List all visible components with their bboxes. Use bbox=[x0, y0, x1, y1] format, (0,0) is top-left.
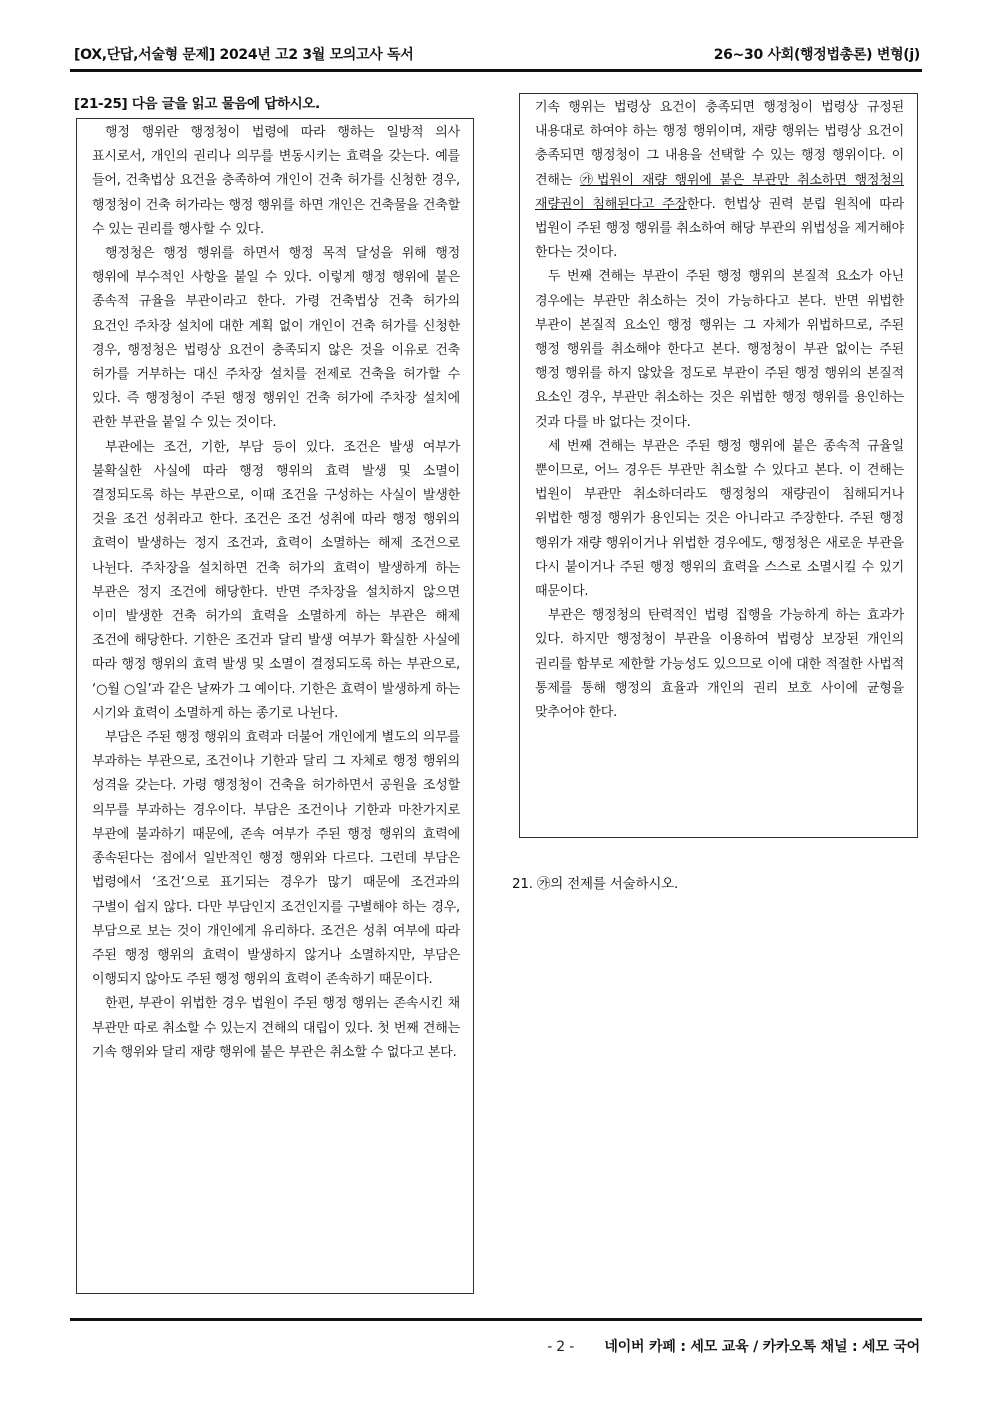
header-section: 26~30 사회(행정법총론) 변형(j) bbox=[713, 47, 920, 63]
underlined-claim-ga: ㉮법원이 재량 행위에 붙은 부관만 취소하면 행정청의 재량권이 침해된다고 주장 bbox=[535, 172, 904, 212]
header-title: [OX,단답,서술형 문제] 2024년 고2 3월 모의고사 독서 bbox=[74, 47, 414, 63]
passage-paragraph: 두 번째 견해는 부관이 주된 행정 행위의 본질적 요소가 아닌 경우에는 부관만 취소하는 것이 가능하다고 본다. 반면 위법한 부관이 본질적 요소인 행정 행위는 그 자체가 위법하므로, 주된 행정 행위를 취소해야 한다고 본다. 행정청이 부관 없이는 주된 행정 행위를 하지 않았을 정도로 부관이 주된 행정 행위의 본질적 요소인 경우, 부관만 취소하는 것은 위법한 행정 행위를 용인하는 것과 다를 바 없다는 것이다. bbox=[535, 269, 904, 430]
question-21: 21. ㉮의 전제를 서술하시오. bbox=[512, 876, 679, 892]
footer-divider bbox=[70, 1318, 922, 1321]
passage-paragraph: 행정청은 행정 행위를 하면서 행정 목적 달성을 위해 행정 행위에 부수적인 사항을 붙일 수 있다. 이렇게 행정 행위에 붙은 종속적 규율을 부관이라고 한다. 가령 건축법상 건축 허가의 요건인 주차장 설치에 대한 계획 없이 개인이 건축 허가를 신청한 경우, 행정청은 법령상 요건이 충족되지 않은 것을 이유로 건축 허가를 거부하는 대신 주차장 설치를 전제로 건축을 허가할 수 있다. 즉 행정청이 주된 행정 행위인 건축 허가에 주차장 설치에 관한 부관을 붙일 수 있는 것이다. bbox=[92, 246, 460, 431]
passage-paragraph: 부담은 주된 행정 행위의 효력과 더불어 개인에게 별도의 의무를 부과하는 부관으로, 조건이나 기한과 달리 그 자체로 행정 행위의 성격을 갖는다. 가령 행정청이 건축을 허가하면서 공원을 조성할 의무를 부과하는 경우이다. 부담은 조건이나 기한과 마찬가지로 부관에 불과하기 때문에, 존속 여부가 주된 행정 행위의 효력에 종속된다는 점에서 일반적인 행정 행위와 다르다. 그런데 부담은 법령에서 ‘조건’으로 표기되는 경우가 많기 때문에 조건과의 구별이 쉽지 않다. 다만 부담인지 조건인지를 구별해야 하는 경우, 부담으로 보는 것이 개인에게 유리하다. 조건은 성취 여부에 따라 주된 행정 행위의 효력이 발생하지 않거나 소멸하지만, 부담은 이행되지 않아도 주된 행정 행위의 효력이 존속하기 때문이다. bbox=[92, 730, 460, 988]
passage-paragraph bbox=[535, 96, 904, 265]
footer-channel: 네이버 카페 : 세모 교육 / 카카오톡 채널 : 세모 국어 bbox=[604, 1339, 920, 1355]
passage-paragraph: 행정 행위란 행정청이 법령에 따라 행하는 일방적 의사 표시로서, 개인의 권리나 의무를 변동시키는 효력을 갖는다. 예를 들어, 건축법상 요건을 충족하여 개인이 건축 허가를 신청한 경우, 행정청이 건축 허가라는 행정 행위를 하면 개인은 건축물을 건축할 수 있는 권리를 행사할 수 있다. bbox=[92, 125, 460, 237]
passage-paragraph: 부관에는 조건, 기한, 부담 등이 있다. 조건은 발생 여부가 불확실한 사실에 따라 행정 행위의 효력 발생 및 소멸이 결정되도록 하는 부관으로, 이때 조건을 구성하는 사실이 발생한 것을 조건 성취라고 한다. 조건은 조건 성취에 따라 행정 행위의 효력이 발생하는 정지 조건과, 효력이 소멸하는 해제 조건으로 나뉜다. 주차장을 설치하면 건축 허가의 효력이 발생하게 하는 부관은 정지 조건에 해당한다. 반면 주차장을 설치하지 않으면 이미 발생한 건축 허가의 효력을 소멸하게 하는 부관은 해제 조건에 해당한다. 기한은 조건과 달리 발생 여부가 확실한 사실에 따라 행정 행위의 효력 발생 및 소멸이 결정되도록 하는 부관으로, ‘○월 ○일’과 같은 날짜가 그 예이다. 기한은 효력이 발생하게 하는 시기와 효력이 소멸하게 하는 종기로 나뉜다. bbox=[92, 439, 460, 721]
passage-paragraph: 한편, 부관이 위법한 경우 법원이 주된 행정 행위는 존속시킨 채 부관만 따로 취소할 수 있는지 견해의 대립이 있다. 첫 번째 견해는 기속 행위와 달리 재량 행위에 붙은 부관은 취소할 수 없다고 본다. bbox=[92, 996, 460, 1060]
page-number: - 2 - bbox=[547, 1339, 575, 1355]
passage-paragraph: 부관은 행정청의 탄력적인 법령 집행을 가능하게 하는 효과가 있다. 하지만 행정청이 부관을 이용하여 법령상 보장된 개인의 권리를 함부로 제한할 가능성도 있으므로 이에 대한 적절한 사법적 통제를 통해 행정의 효율과 개인의 권리 보호 사이에 균형을 맞추어야 한다. bbox=[535, 608, 904, 721]
instruction: [21-25] 다음 글을 읽고 물음에 답하시오. bbox=[74, 96, 320, 112]
footer bbox=[547, 1336, 920, 1356]
header-divider bbox=[70, 69, 922, 72]
passage-text: 한다. 헌법상 권력 분립 원칙에 따라 법원이 주된 행정 행위를 취소하여 해당 부관의 위법성을 제거해야 한다는 것이다. bbox=[535, 196, 904, 261]
passage-paragraph: 세 번째 견해는 부관은 주된 행정 행위에 붙은 종속적 규율일 뿐이므로, 어느 경우든 부관만 취소할 수 있다고 본다. 이 견해는 법원이 부관만 취소하더라도 행정청의 재량권이 침해되거나 위법한 행정 행위가 용인되는 것은 아니라고 주장한다. 주된 행정 행위가 재량 행위이거나 위법한 경우에도, 행정청은 새로운 부관을 다시 붙이거나 주된 행정 행위의 효력을 스스로 소멸시킬 수 있기 때문이다. bbox=[535, 438, 905, 600]
passage-box-right bbox=[519, 93, 918, 838]
passage-text: 기속 행위는 법령상 요건이 충족되면 행정청이 법령상 규정된 내용대로 하여야 하는 행정 행위이며, 재량 행위는 법령상 요건이 충족되면 행정청이 그 내용을 선택할 수 있는 행정 행위이다. 이 견해는 bbox=[535, 100, 904, 188]
passage-box-left bbox=[76, 118, 474, 1294]
